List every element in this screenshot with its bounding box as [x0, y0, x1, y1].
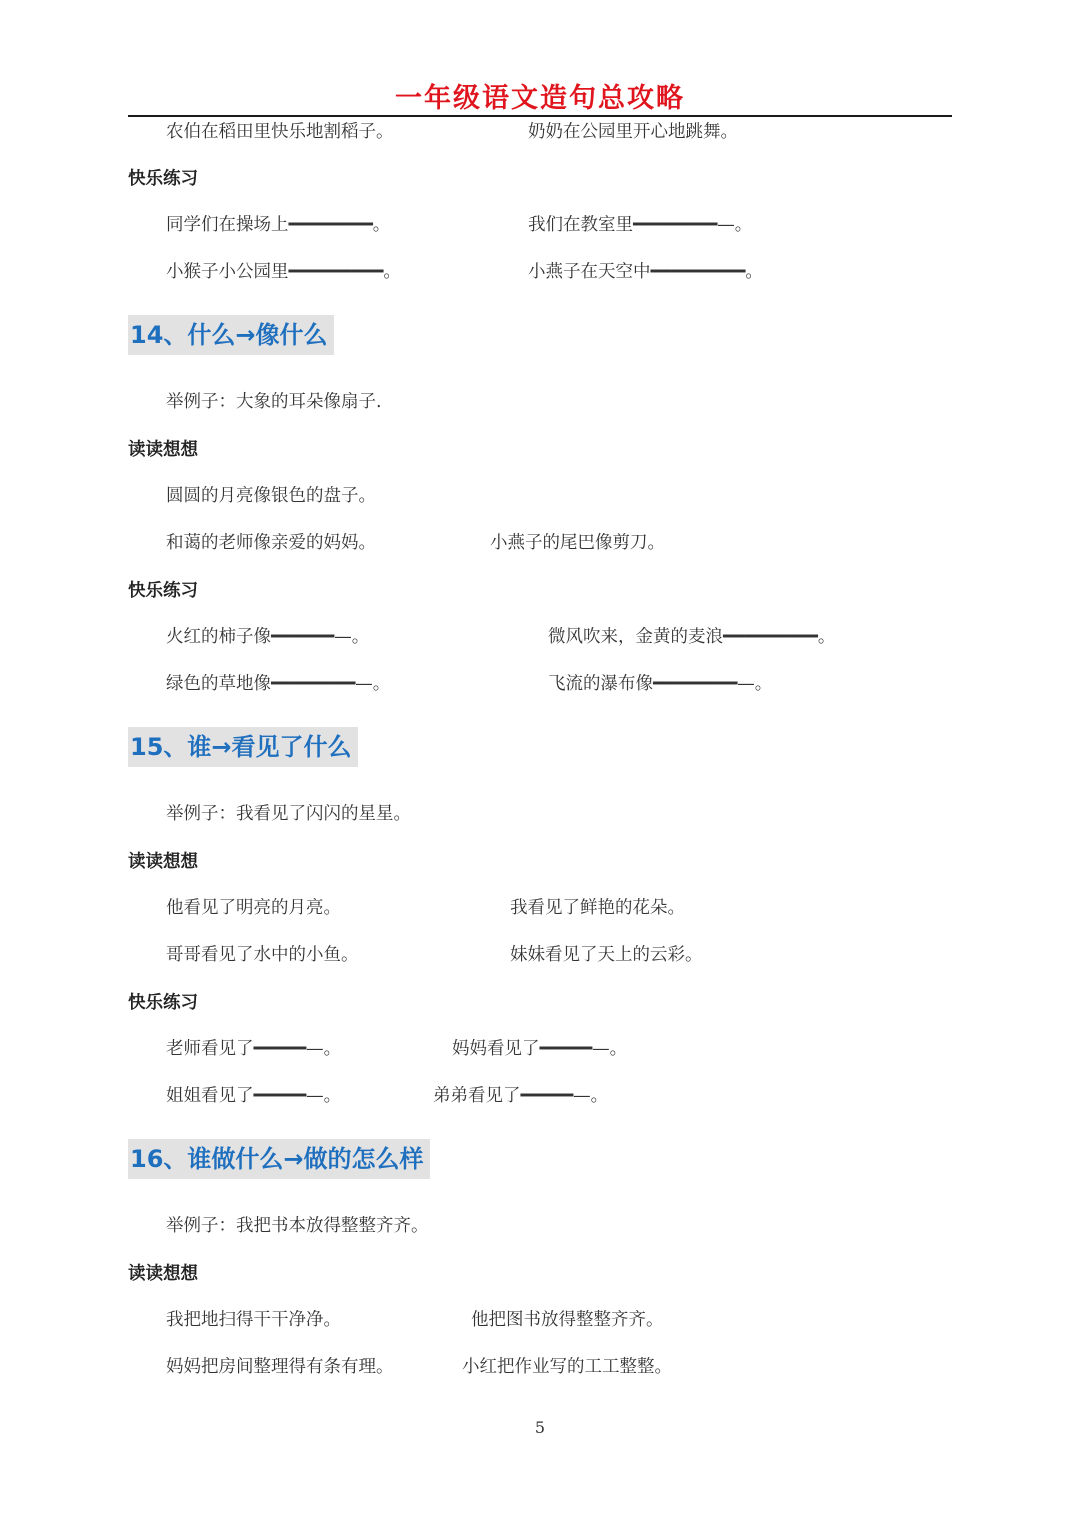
practice-item: 绿色的草地像━━━━━━━━—。	[166, 674, 391, 694]
practice-item: 姐姐看见了━━━━━—。	[166, 1086, 342, 1106]
example-line: 举例子：大象的耳朵像扇子.	[166, 392, 382, 412]
example-sentence: 奶奶在公园里开心地跳舞。	[528, 122, 738, 142]
section-heading-15: 15、谁→看见了什么	[128, 727, 358, 767]
practice-item: 妈妈看见了━━━━━—。	[452, 1039, 628, 1059]
read-sentence: 他把图书放得整整齐齐。	[471, 1310, 664, 1330]
practice-item: 老师看见了━━━━━—。	[166, 1039, 342, 1059]
practice-label: 快乐练习	[128, 581, 198, 601]
read-sentence: 小燕子的尾巴像剪刀。	[490, 533, 665, 553]
example-line: 举例子：我把书本放得整整齐齐。	[166, 1216, 429, 1236]
practice-label: 快乐练习	[128, 169, 198, 189]
section-heading-14: 14、什么→像什么	[128, 315, 334, 355]
read-sentence: 我把地扫得干干净净。	[166, 1310, 341, 1330]
read-sentence: 我看见了鲜艳的花朵。	[510, 898, 685, 918]
read-sentence: 妹妹看见了天上的云彩。	[510, 945, 703, 965]
read-sentence: 妈妈把房间整理得有条有理。	[166, 1357, 394, 1377]
example-sentence: 农伯在稻田里快乐地割稻子。	[166, 122, 394, 142]
page-number: 5	[534, 1418, 546, 1437]
read-think-label: 读读想想	[128, 852, 198, 872]
read-think-label: 读读想想	[128, 1264, 198, 1284]
read-sentence: 小红把作业写的工工整整。	[462, 1357, 672, 1377]
practice-item: 小燕子在天空中━━━━━━━━━。	[528, 262, 763, 282]
practice-item: 我们在教室里━━━━━━━━—。	[528, 215, 753, 235]
practice-item: 同学们在操场上━━━━━━━━。	[166, 215, 391, 235]
practice-label: 快乐练习	[128, 993, 198, 1013]
read-sentence: 圆圆的月亮像银色的盘子。	[166, 486, 376, 506]
title-divider	[128, 115, 952, 117]
section-heading-16: 16、谁做什么→做的怎么样	[128, 1139, 430, 1179]
practice-item: 小猴子小公园里━━━━━━━━━。	[166, 262, 401, 282]
practice-item: 弟弟看见了━━━━━—。	[433, 1086, 609, 1106]
practice-item: 火红的柿子像━━━━━━—。	[166, 627, 370, 647]
practice-item: 飞流的瀑布像━━━━━━━━—。	[548, 674, 773, 694]
practice-item: 微风吹来，金黄的麦浪━━━━━━━━━。	[548, 627, 836, 647]
example-line: 举例子：我看见了闪闪的星星。	[166, 804, 411, 824]
page-title: 一年级语文造句总攻略	[395, 83, 685, 114]
read-sentence: 哥哥看见了水中的小鱼。	[166, 945, 359, 965]
read-sentence: 他看见了明亮的月亮。	[166, 898, 341, 918]
read-sentence: 和蔼的老师像亲爱的妈妈。	[166, 533, 376, 553]
read-think-label: 读读想想	[128, 440, 198, 460]
